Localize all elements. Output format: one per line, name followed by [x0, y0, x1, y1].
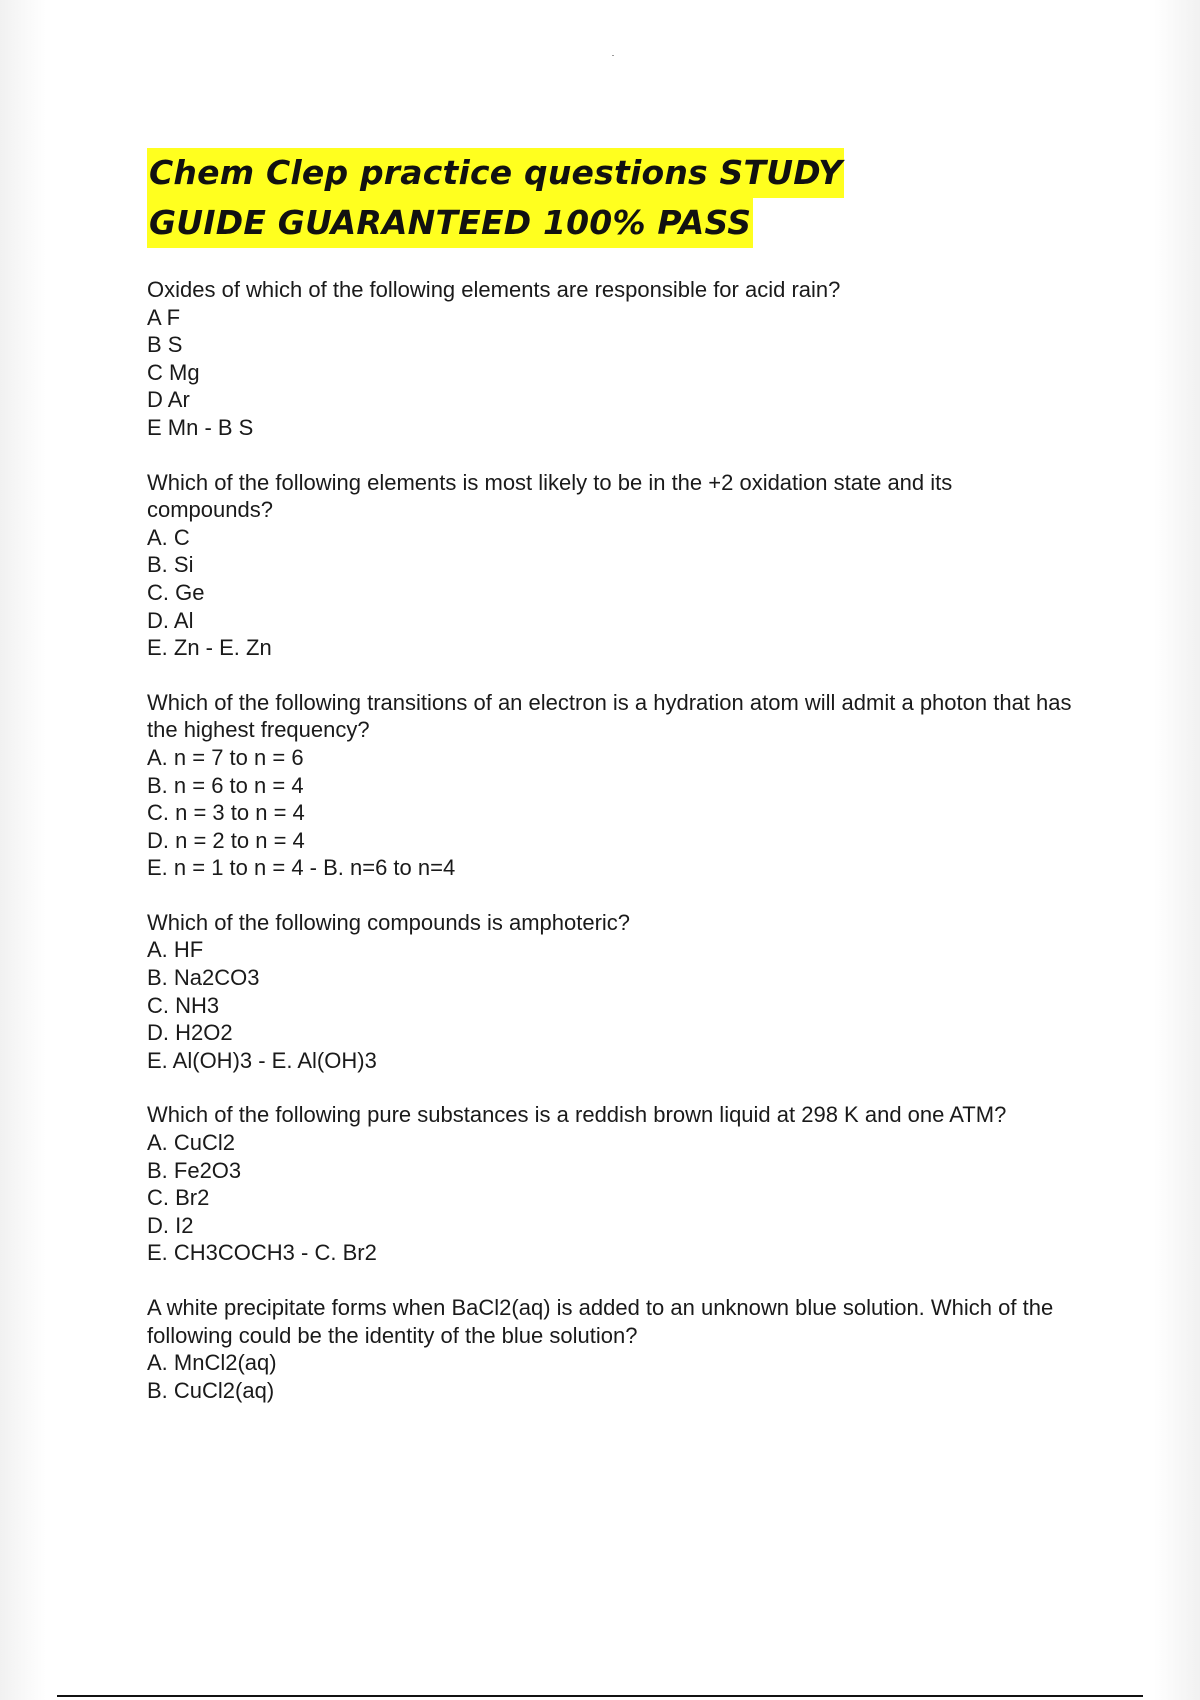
answer-option: B. Si [147, 552, 194, 578]
answer-option-with-key: E. n = 1 to n = 4 - B. n=6 to n=4 [147, 855, 456, 881]
answer-option: D. H2O2 [147, 1020, 233, 1046]
answer-option: D. n = 2 to n = 4 [147, 827, 305, 853]
question-text: Oxides of which of the following elements are responsible for acid rain? [147, 277, 841, 302]
question-list [147, 276, 1077, 1431]
answer-option: A. MnCl2(aq) [147, 1350, 277, 1376]
document-title [147, 148, 847, 248]
page-bottom-rule [57, 1695, 1143, 1697]
scan-speck [612, 55, 614, 56]
page-edge-shade-left [0, 0, 46, 1700]
answer-option: C. NH3 [147, 992, 220, 1018]
question-3 [147, 689, 1077, 882]
page-edge-shade-right [1154, 0, 1200, 1700]
answer-option-with-key: E Mn - B S [147, 414, 254, 440]
answer-option: B. Fe2O3 [147, 1157, 242, 1183]
answer-option: B. Na2CO3 [147, 965, 260, 991]
answer-option: A. n = 7 to n = 6 [147, 744, 304, 770]
answer-option: C Mg [147, 359, 200, 385]
answer-option-with-key: E. Al(OH)3 - E. Al(OH)3 [147, 1047, 377, 1073]
question-5 [147, 1101, 1077, 1267]
answer-option: D. I2 [147, 1212, 194, 1238]
answer-option: B. CuCl2(aq) [147, 1377, 275, 1403]
question-text: Which of the following pure substances is a reddish brown liquid at 298 K and one ATM? [147, 1102, 1007, 1128]
answer-option: A. C [147, 524, 190, 550]
question-text: Which of the following compounds is amphoteric? [147, 909, 631, 935]
answer-option: B. n = 6 to n = 4 [147, 772, 304, 798]
question-text: Which of the following transitions of an electron is a hydration atom will admit a photon that has the highest frequency? [147, 689, 1072, 743]
question-text: A white precipitate forms when BaCl2(aq) is added to an unknown blue solution. Which of the following could be the identity of the blue solution? [147, 1295, 1054, 1348]
answer-option-with-key: E. CH3COCH3 - C. Br2 [147, 1240, 377, 1266]
question-6 [147, 1294, 1077, 1404]
title-line-1: Chem Clep practice questions STUDY [147, 148, 844, 198]
answer-option: C. n = 3 to n = 4 [147, 800, 305, 826]
answer-option-with-key: E. Zn - E. Zn [147, 635, 272, 661]
question-1 [147, 276, 1077, 442]
answer-option: C. Br2 [147, 1185, 210, 1211]
title-line-2: GUIDE GUARANTEED 100% PASS [147, 198, 753, 248]
question-4 [147, 909, 1077, 1075]
question-2 [147, 469, 1077, 662]
answer-option: D. Al [147, 607, 194, 633]
answer-option: A F [147, 304, 181, 330]
question-text: Which of the following elements is most likely to be in the +2 oxidation state and its compounds? [147, 469, 953, 523]
answer-option: A. HF [147, 937, 204, 963]
answer-option: B S [147, 332, 183, 358]
answer-option: A. CuCl2 [147, 1130, 236, 1156]
answer-option: C. Ge [147, 579, 205, 605]
answer-option: D Ar [147, 387, 190, 413]
